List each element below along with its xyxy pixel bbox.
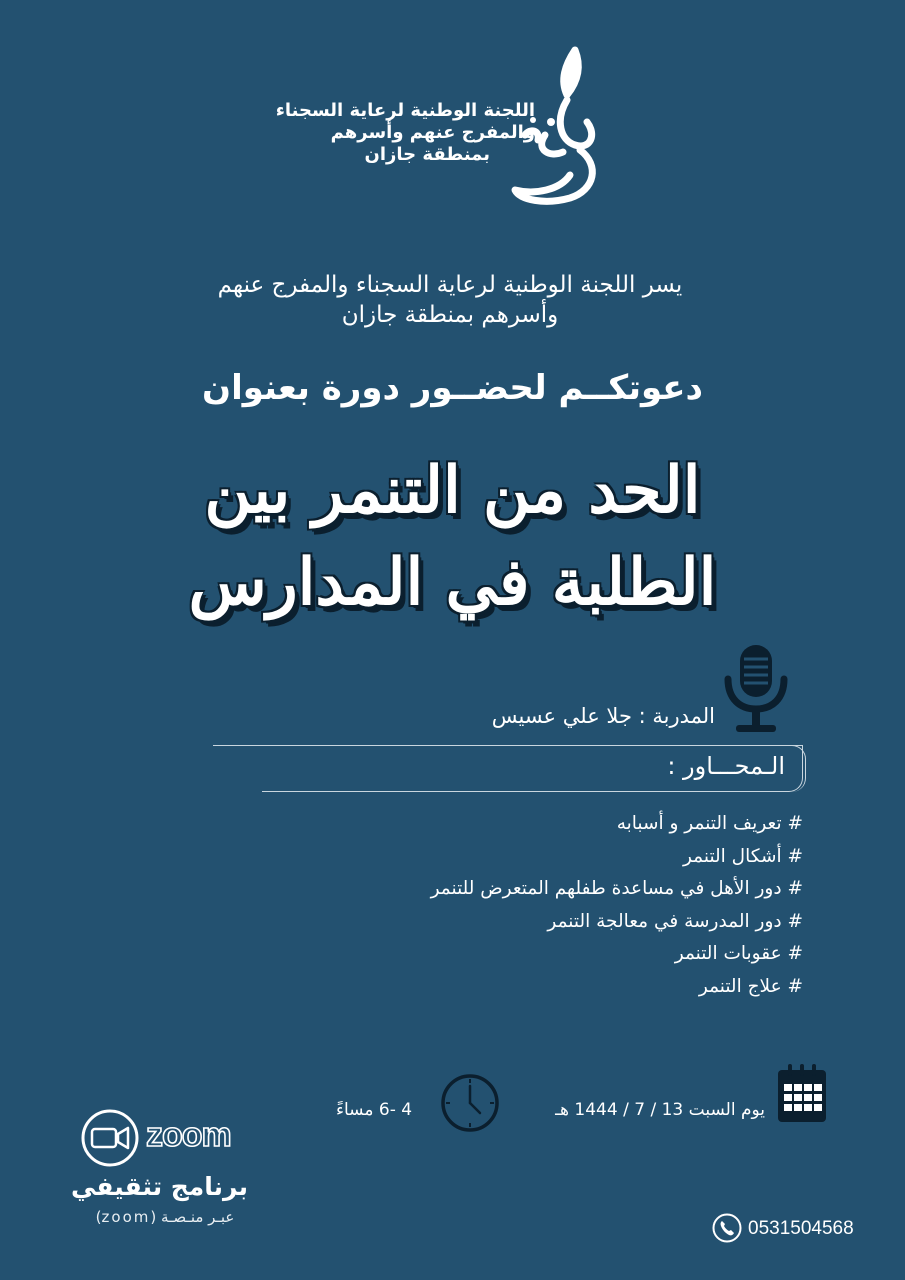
calendar-icon	[776, 1062, 828, 1124]
clock-icon	[440, 1073, 500, 1133]
zoom-camera-icon	[80, 1108, 140, 1168]
phone-icon	[712, 1213, 742, 1243]
topic-item: # دور الأهل في مساعدة طفلهم المتعرض للتنمر	[430, 878, 803, 899]
intro-line-1: يسر اللجنة الوطنية لرعاية السجناء والمفرج عنهم	[217, 272, 683, 298]
course-title	[0, 445, 905, 629]
topic-item: # علاج التنمر	[698, 975, 803, 997]
organization-name	[276, 100, 535, 166]
intro-line-2: وأسرهم بمنطقة جازان	[341, 302, 559, 328]
org-line-3: بمنطقة جازان	[364, 144, 490, 165]
microphone-icon	[722, 643, 790, 735]
topic-item: # أشكال التنمر	[682, 845, 803, 867]
event-date: يوم السبت 13 / 7 / 1444 هـ	[555, 1100, 765, 1120]
zoom-logo-text: zoom	[146, 1116, 231, 1154]
trainer-name: المدربة : جلا علي عسيس	[491, 704, 715, 728]
course-title-line-2: الطلبة في المدارس	[188, 545, 717, 620]
platform-label: عبـر منـصـة (zoom)	[95, 1208, 235, 1226]
course-title-line-1: الحد من التنمر بين	[204, 453, 701, 528]
topic-item: # عقوبات التنمر	[674, 943, 803, 964]
org-line-2: والمفرج عنهم وأسرهم	[330, 122, 535, 143]
event-time: 4 -6 مساءً	[336, 1100, 413, 1120]
intro-text	[190, 270, 710, 330]
axes-heading: الـمحـــاور :	[667, 752, 785, 780]
topics-list	[431, 808, 803, 1003]
topic-item: # تعريف التنمر و أسبابه	[616, 813, 803, 834]
program-label: برنامج تثقيفي	[71, 1172, 248, 1201]
topic-item: # دور المدرسة في معالجة التنمر	[547, 910, 803, 932]
org-line-1: اللجنة الوطنية لرعاية السجناء	[275, 100, 535, 121]
contact-phone: 0531504568	[748, 1218, 854, 1239]
invitation-line: دعوتكــم لحضــور دورة بعنوان	[202, 368, 703, 408]
